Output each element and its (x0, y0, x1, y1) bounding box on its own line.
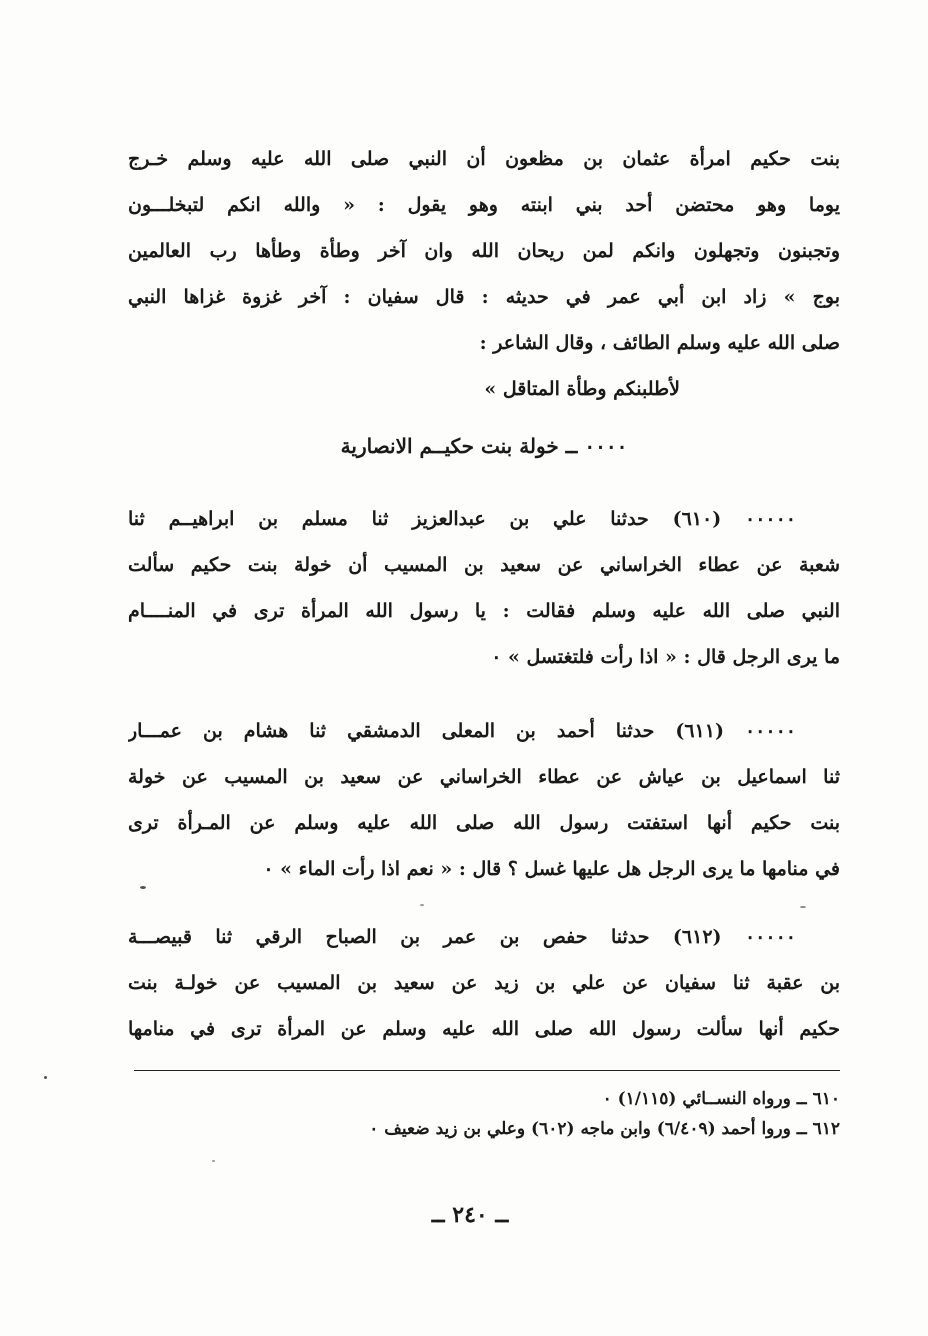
paragraph-line: ٠٠٠٠٠ (٦١٠) حدثنا علي بن عبدالعزيز ثنا مسلم بن ابراهيــم ثنا (128, 508, 797, 530)
scan-speck (420, 904, 424, 906)
paragraph-line: ما يرى الرجل قال : « اذا رأت فلتغتسل » ٠ (491, 646, 840, 668)
paragraph-line: شعبة عن عطاء الخراساني عن سعيد بن المسيب أن خولة بنت حكيم سألت (128, 554, 840, 576)
paragraph-line: ٠٠٠٠٠ (٦١٢) حدثنا حفص بن عمر بن الصباح الرقي ثنا قبيصـــة (128, 926, 796, 948)
scan-speck (212, 1160, 215, 1162)
scan-speck (140, 886, 146, 889)
intro-text (128, 136, 840, 412)
intro-line: بوج » زاد ابن أبي عمر في حديثه : قال سفيان : آخر غزوة غزاها النبي (128, 286, 840, 308)
footnote-612: ٦١٢ ــ وروا أحمد (٦/٤٠٩) وابن ماجه (٦٠٢) وعلي بن زيد ضعيف ٠ (369, 1119, 840, 1139)
hadith-611 (128, 708, 840, 892)
footnote-divider (134, 1070, 840, 1071)
scan-speck (800, 906, 806, 908)
paragraph-line: ٠٠٠٠٠ (٦١١) حدثنا أحمد بن المعلى الدمشقي ثنا هشام بن عمـــار (128, 720, 796, 742)
hadith-610 (128, 496, 840, 680)
footnotes (128, 1084, 840, 1144)
intro-line: صلى الله عليه وسلم الطائف ، وقال الشاعر : (479, 332, 840, 354)
hadith-612 (128, 914, 840, 1052)
paragraph-line: ثنا اسماعيل بن عياش عن عطاء الخراساني عن سعيد بن المسيب عن خولة (128, 766, 840, 788)
paragraph-line: حكيم أنها سألت رسول الله صلى الله عليه وسلم عن المرأة ترى في منامها (128, 1018, 840, 1040)
intro-line: بنت حكيم امرأة عثمان بن مظعون أن النبي صلى الله عليه وسلم خـرج (128, 148, 840, 170)
footnote-610: ٦١٠ ــ ورواه النســائي (١/١١٥) ٠ (602, 1089, 840, 1109)
section-heading: ٠٠٠٠ ــ خولة بنت حكيــم الانصارية (340, 434, 628, 458)
paragraph-line: في منامها ما يرى الرجل هل عليها غسل ؟ قال : « نعم اذا رأت الماء » ٠ (263, 858, 840, 880)
intro-line: يوما وهو محتضن أحد بني ابنته وهو يقول : « والله انكم لتبخلـــون (128, 194, 840, 216)
poetry-line: لأطلبنكم وطأة المتاقل » (484, 378, 680, 400)
scan-speck (44, 1076, 47, 1079)
page-number: ــ ٢٤٠ ــ (431, 1202, 509, 1228)
paragraph-line: بنت حكيم أنها استفتت رسول الله صلى الله عليه وسلم عن المـرأة ترى (128, 812, 840, 834)
paragraph-line: النبي صلى الله عليه وسلم فقالت : يا رسول الله المرأة ترى في المنــــام (128, 600, 840, 622)
paragraph-line: بن عقبة ثنا سفيان عن علي بن زيد عن سعيد بن المسيب عن خولـة بنت (128, 972, 840, 994)
intro-line: وتجبنون وتجهلون وانكم لمن ريحان الله وان آخر وطأة وطأها رب العالمين (128, 240, 840, 262)
